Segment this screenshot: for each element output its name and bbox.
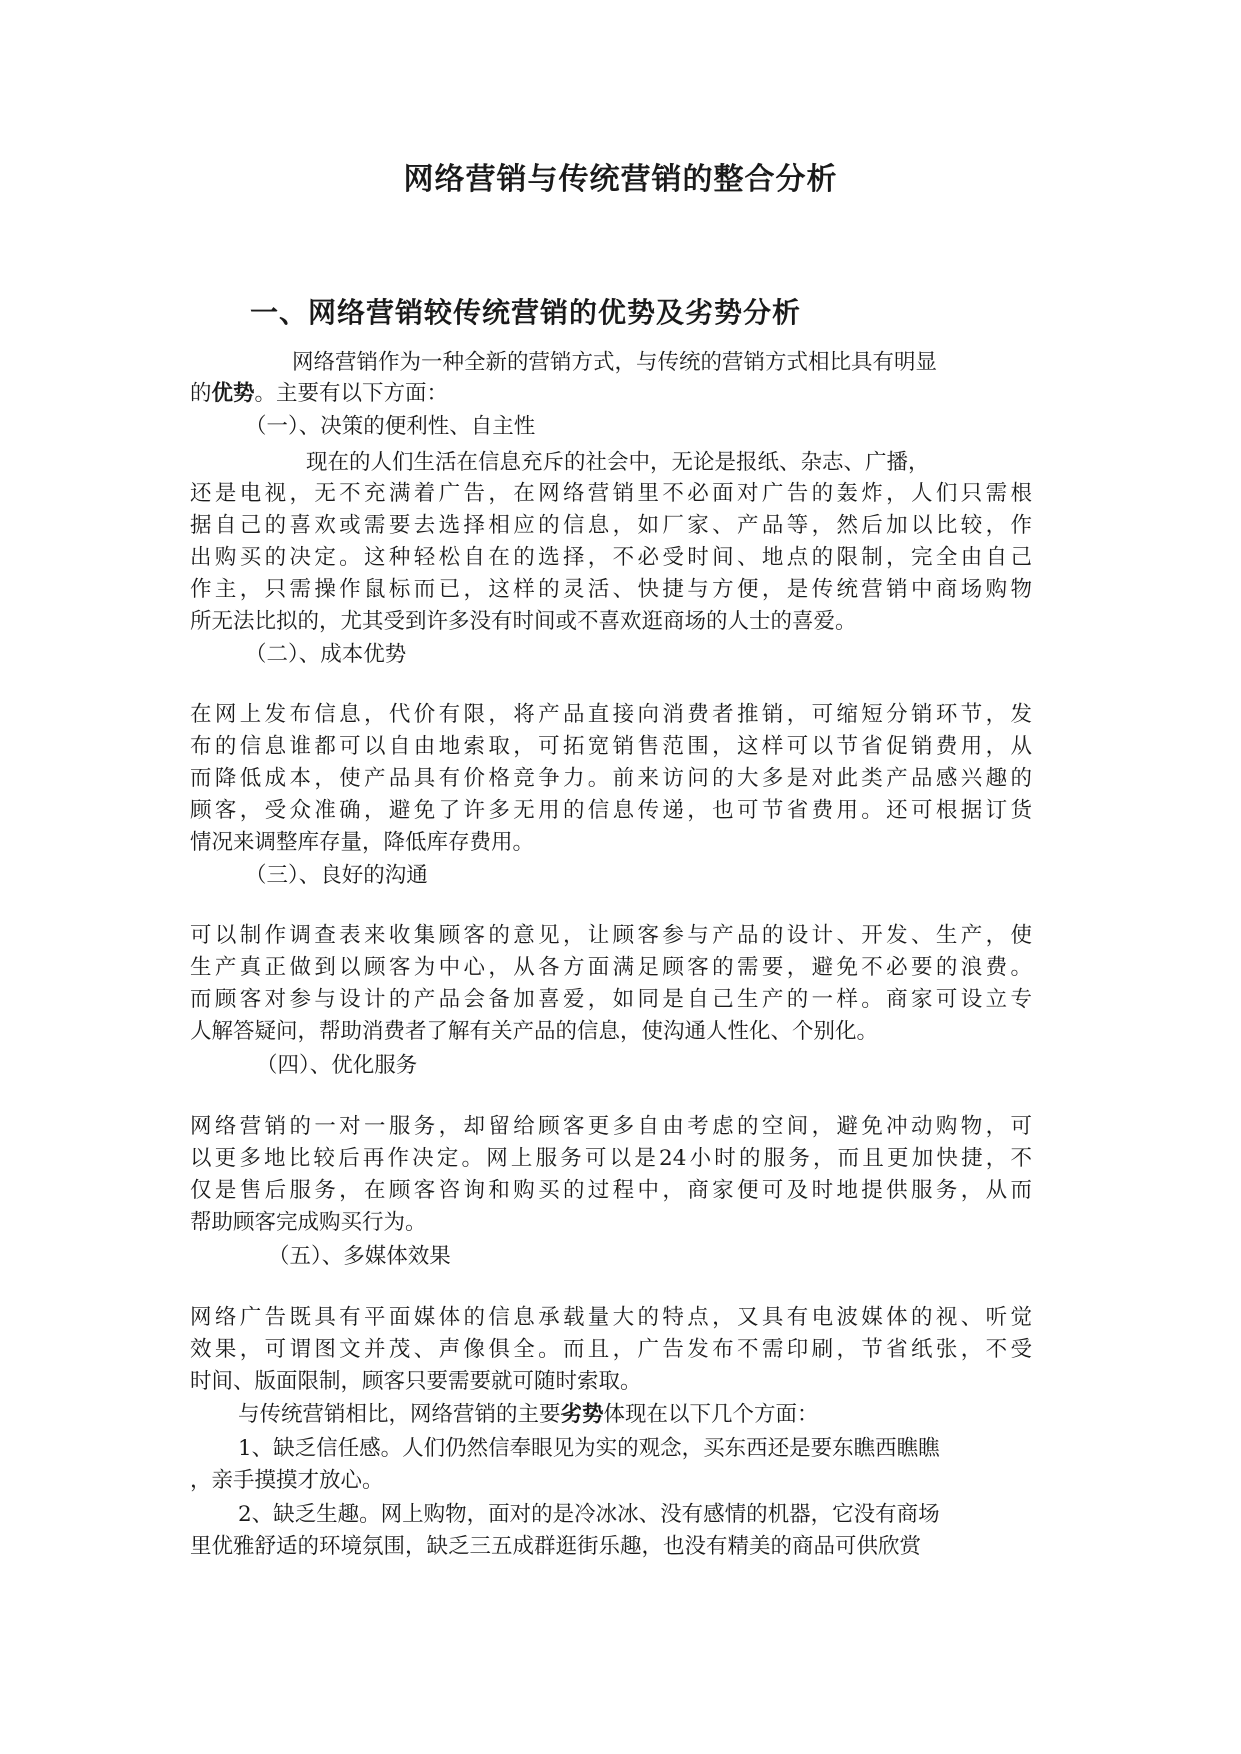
paragraph-line-text: 在网上发布信息，代价有限，将产品直接向消费者推销，可缩短分销环节，发 [190, 702, 1032, 727]
paragraph-line-text: 网络营销的一对一服务，却留给顾客更多自由考虑的空间，避免冲动购物，可 [190, 1114, 1032, 1139]
intro-text-pre: 的 [190, 381, 212, 406]
intro-text-bold: 优势 [211, 381, 255, 406]
disadvantage-item-2-line-2: 里优雅舒适的环境氛围，缺乏三五成群逛街乐趣，也没有精美的商品可供欣赏 [190, 1534, 922, 1559]
paragraph-line [190, 511, 1032, 541]
paragraph-line [190, 1335, 1032, 1365]
section-heading-1: 一、网络营销较传统营销的优势及劣势分析 [250, 296, 802, 329]
intro-line-1: 网络营销作为一种全新的营销方式，与传统的营销方式相比具有明显 [292, 350, 938, 375]
paragraph-line: 所无法比拟的，尤其受到许多没有时间或不喜欢逛商场的人士的喜爱。 [190, 609, 857, 634]
paragraph-line: 人解答疑问，帮助消费者了解有关产品的信息，使沟通人性化、个别化。 [190, 1019, 879, 1044]
paragraph-line [190, 1112, 1032, 1142]
disadvantages-intro-bold: 劣势 [560, 1402, 604, 1427]
paragraph-line-text: 而降低成本，使产品具有价格竞争力。前来访问的大多是对此类产品感兴趣的 [190, 766, 1032, 791]
paragraph-line [190, 985, 1032, 1015]
paragraph-line: 时间、版面限制，顾客只要需要就可随时索取。 [190, 1369, 642, 1394]
paragraph-line-text: 据自己的喜欢或需要去选择相应的信息，如厂家、产品等，然后加以比较，作 [190, 513, 1032, 538]
paragraph-line [190, 1303, 1032, 1333]
paragraph-line: 情况来调整库存量，降低库存费用。 [190, 830, 535, 855]
paragraph-line [190, 732, 1032, 762]
paragraph-line-text: 网络广告既具有平面媒体的信息承载量大的特点，又具有电波媒体的视、听觉 [190, 1305, 1032, 1330]
document-title: 网络营销与传统营销的整合分析 [403, 162, 838, 197]
paragraph-line-text: 而顾客对参与设计的产品会备加喜爱，如同是自己生产的一样。商家可设立专 [190, 987, 1032, 1012]
paragraph-line [190, 700, 1032, 730]
subheading-5: （五）、多媒体效果 [268, 1244, 451, 1269]
subheading-1: （一）、决策的便利性、自主性 [245, 414, 536, 439]
intro-text-post: 。主要有以下方面： [254, 381, 449, 406]
subheading-2: （二）、成本优势 [245, 642, 407, 667]
subheading-3: （三）、良好的沟通 [245, 863, 428, 888]
disadvantage-item-1-line-1: 1、缺乏信任感。人们仍然信奉眼见为实的观念，买东西还是要东瞧西瞧瞧 [238, 1436, 940, 1461]
paragraph-line-text: 顾客，受众准确，避免了许多无用的信息传递，也可节省费用。还可根据订货 [190, 798, 1032, 823]
paragraph-line [190, 796, 1032, 826]
paragraph-line [190, 1176, 1032, 1206]
paragraph-line-text: 布的信息谁都可以自由地索取，可拓宽销售范围，这样可以节省促销费用，从 [190, 734, 1032, 759]
paragraph-line-text: 出购买的决定。这种轻松自在的选择，不必受时间、地点的限制，完全由自己 [190, 545, 1032, 570]
paragraph-line [190, 953, 1032, 983]
paragraph-line-text: 仅是售后服务，在顾客咨询和购买的过程中，商家便可及时地提供服务，从而 [190, 1178, 1032, 1203]
paragraph-line [190, 479, 1032, 509]
disadvantages-intro-post: 体现在以下几个方面： [603, 1402, 819, 1427]
paragraph-line [190, 1144, 1032, 1174]
paragraph-line-text: 作主，只需操作鼠标而已，这样的灵活、快捷与方便，是传统营销中商场购物 [190, 577, 1032, 602]
paragraph-line-text: 生产真正做到以顾客为中心，从各方面满足顾客的需要，避免不必要的浪费。 [190, 955, 1032, 980]
paragraph-line [190, 575, 1032, 605]
paragraph-line-text: 还是电视，无不充满着广告，在网络营销里不必面对广告的轰炸，人们只需根 [190, 481, 1032, 506]
paragraph-line-text: 以更多地比较后再作决定。网上服务可以是24小时的服务，而且更加快捷，不 [190, 1146, 1032, 1171]
disadvantage-item-1-line-2: ，亲手摸摸才放心。 [190, 1468, 384, 1493]
disadvantages-intro-pre: 与传统营销相比，网络营销的主要 [238, 1402, 561, 1427]
disadvantages-intro [238, 1400, 819, 1430]
paragraph-line [190, 921, 1032, 951]
paragraph-line [190, 764, 1032, 794]
subheading-4: （四）、优化服务 [256, 1053, 418, 1078]
paragraph-line-text: 可以制作调查表来收集顾客的意见，让顾客参与产品的设计、开发、生产，使 [190, 923, 1032, 948]
paragraph-line-text: 效果，可谓图文并茂、声像俱全。而且，广告发布不需印刷，节省纸张，不受 [190, 1337, 1032, 1362]
paragraph-line: 现在的人们生活在信息充斥的社会中，无论是报纸、杂志、广播， [306, 450, 930, 475]
intro-line-2 [190, 379, 448, 409]
paragraph-line: 帮助顾客完成购买行为。 [190, 1210, 427, 1235]
disadvantage-item-2-line-1: 2、缺乏生趣。网上购物，面对的是冷冰冰、没有感情的机器，它没有商场 [238, 1502, 940, 1527]
paragraph-line [190, 543, 1032, 573]
